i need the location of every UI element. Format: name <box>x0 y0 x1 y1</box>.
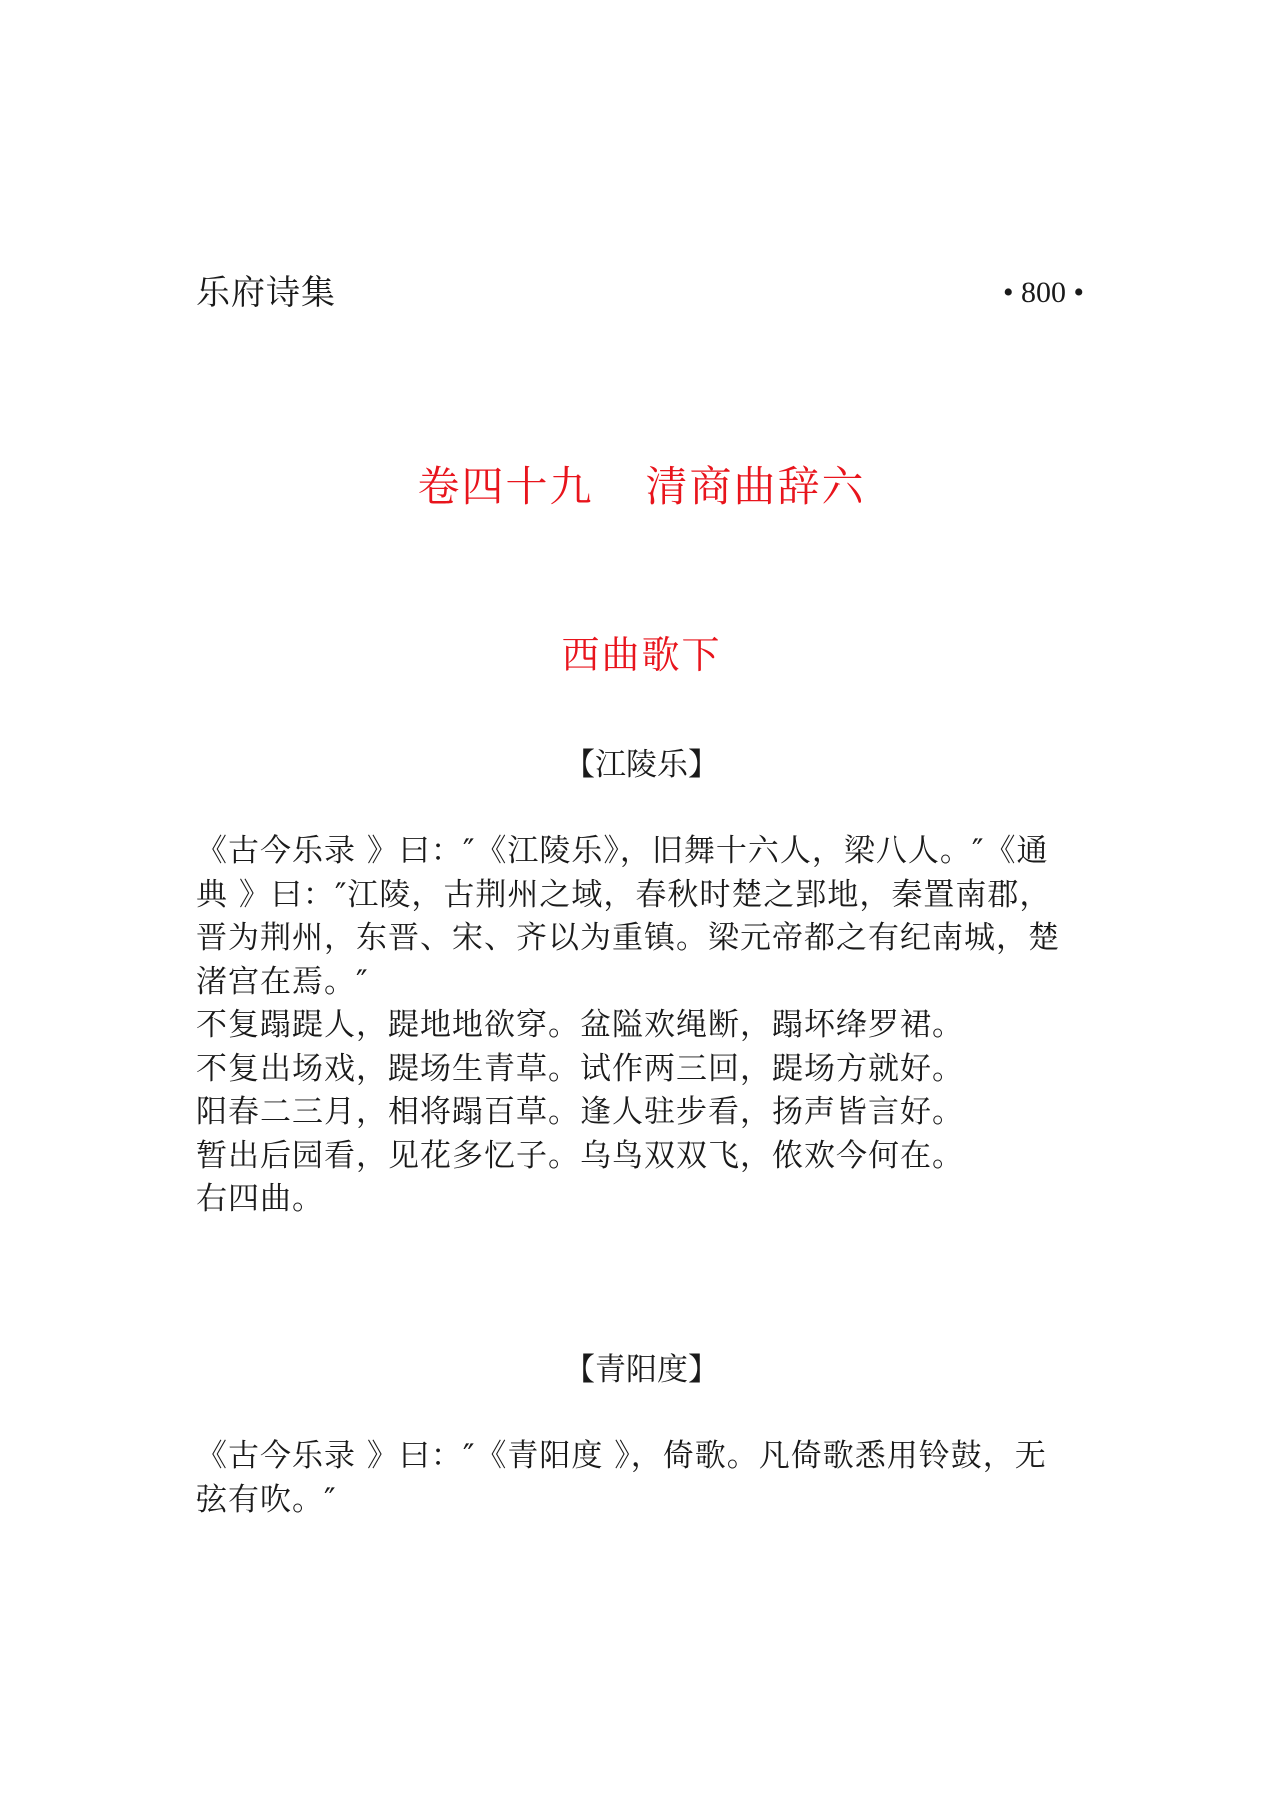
chapter-volume: 卷四十九 <box>417 462 594 511</box>
chapter-title <box>0 452 1283 522</box>
intro-line: 弦有吹。″ <box>196 1481 337 1518</box>
verse-line: 不复蹋踶人，踶地地欲穿。盆隘欢绳断，蹋坏绛罗裙。 <box>196 1007 964 1043</box>
page-number: • 800 • <box>1002 276 1084 309</box>
verse-line: 不复出场戏，踶场生青草。试作两三回，踶场方就好。 <box>196 1050 964 1087</box>
intro-line: 渚宫在焉。″ <box>196 963 369 1000</box>
running-header <box>196 268 1084 318</box>
intro-line: 典 》曰：″江陵，古荆州之域，春秋时楚之郢地，秦置南郡， <box>196 876 1052 913</box>
intro-line: 晋为荆州，东晋、宋、齐以为重镇。梁元帝都之有纪南城，楚 <box>196 920 1060 956</box>
intro-line: 《古今乐录 》曰：″《青阳度 》，倚歌。凡倚歌悉用铃鼓，无 <box>196 1438 1047 1474</box>
song-title: 【江陵乐】 <box>564 747 719 783</box>
chapter-name: 清商曲辞六 <box>645 462 866 511</box>
song-title: 【青阳度】 <box>564 1352 719 1388</box>
song-text <box>196 830 1092 1222</box>
book-title: 乐府诗集 <box>196 273 336 313</box>
song-text <box>196 1435 1092 1522</box>
intro-line: 《古今乐录 》曰：″《江陵乐》，旧舞十六人，梁八人。″《通 <box>196 833 1049 869</box>
verse-line: 暂出后园看，见花多忆子。乌鸟双双飞，侬欢今何在。 <box>196 1137 964 1174</box>
closing-note: 右四曲。 <box>196 1181 324 1217</box>
section-title: 西曲歌下 <box>561 633 722 677</box>
verse-line: 阳春二三月，相将蹋百草。逢人驻步看，扬声皆言好。 <box>196 1094 964 1130</box>
